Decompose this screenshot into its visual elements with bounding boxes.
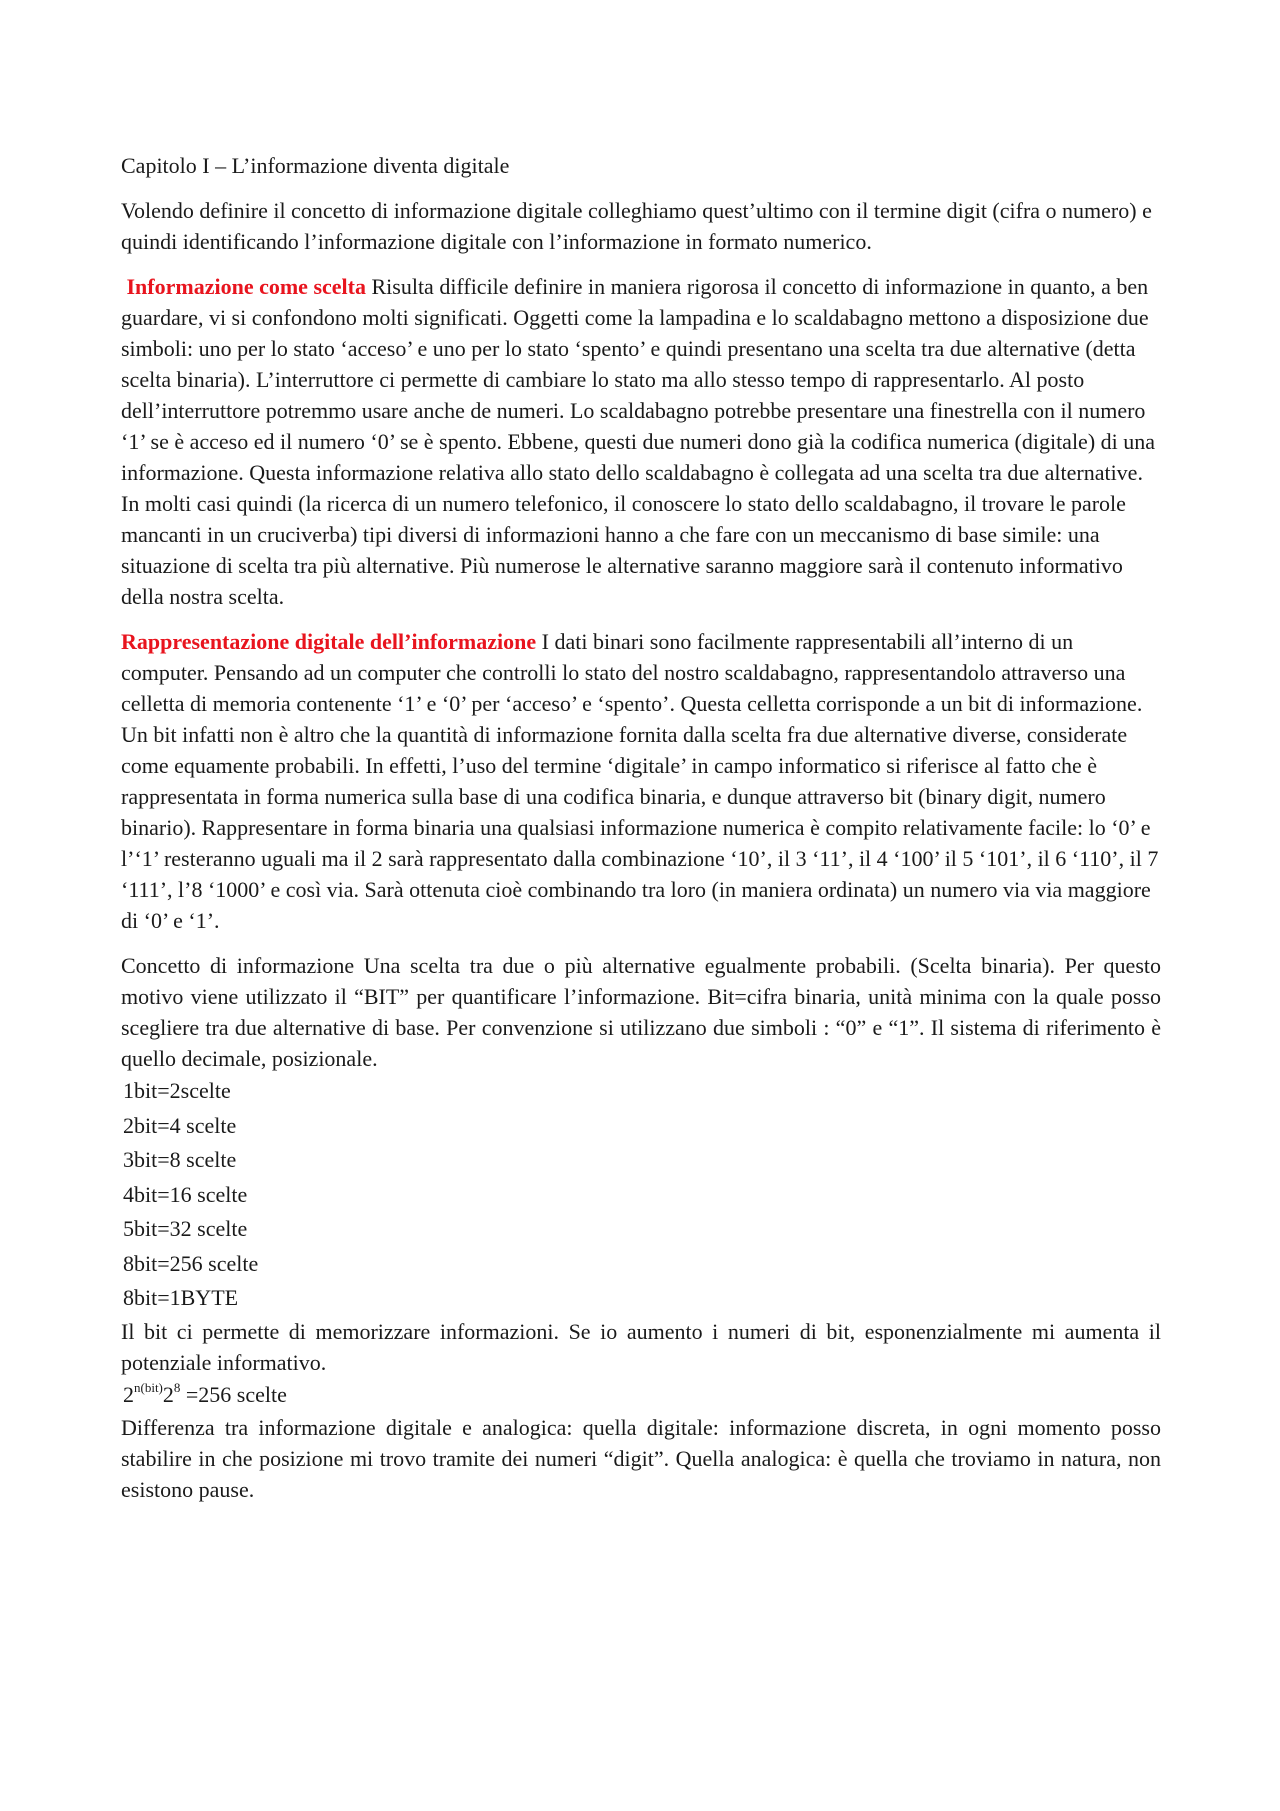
intro-paragraph: Volendo definire il concetto di informazione digitale colleghiamo quest’ultimo con il termine digit (cifra o numero) e quindi identificando l’informazione digitale con l’informazione in formato numerico.	[121, 198, 1152, 254]
list-item: 4bit=16 scelte	[123, 1181, 248, 1207]
difference-paragraph: Differenza tra informazione digitale e analogica: quella digitale: informazione discreta, in ogni momento posso stabilire in che posizione mi trovo tramite dei numeri “digit”. Quella analogica: è quella che troviamo in natura, non esistono pause.	[121, 1414, 1161, 1502]
section-informazione-come-scelta	[121, 271, 1161, 612]
section-heading-scelta: Informazione come scelta	[126, 274, 366, 299]
formula-exponent: n(bit)	[134, 1379, 163, 1395]
section-body-scelta: Risulta difficile definire in maniera rigorosa il concetto di informazione in quanto, a ben guardare, vi si confondono molti significati. Oggetti come la lampadina e lo scaldabagno mettono a disposizione due simboli: uno per lo stato ‘acceso’ e uno per lo stato ‘spento’ e quindi presentano una scelta tra due alternative (detta scelta binaria). L’interruttore ci permette di cambiare lo stato ma allo stesso tempo di rappresentarlo. Al posto dell’interruttore potremmo usare anche de numeri. Lo scaldabagno potrebbe presentare una finestrella con il numero ‘1’ se è acceso ed il numero ‘0’ se è spento. Ebbene, questi due numeri dono già la codifica numerica (digitale) di una informazione. Questa informazione relativa allo stato dello scaldabagno è collegata ad una scelta tra due alternative. In molti casi quindi (la ricerca di un numero telefonico, il conoscere lo stato dello scaldabagno, il trovare le parole mancanti in un cruciverba) tipi diversi di informazioni hanno a che fare con un meccanismo di base simile: una situazione di scelta tra più alternative. Più numerose le alternative saranno maggiore sarà il contenuto informativo della nostra scelta.	[121, 274, 1156, 609]
formula-exponent: 8	[173, 1379, 181, 1395]
section-heading-rappresentazione: Rappresentazione digitale dell’informazione	[121, 629, 537, 654]
formula-result: =256 scelte	[180, 1381, 287, 1407]
list-item: 5bit=32 scelte	[123, 1216, 248, 1241]
list-item: 1bit=2scelte	[123, 1078, 231, 1103]
list-item: 8bit=1BYTE	[123, 1285, 239, 1310]
list-item: 3bit=8 scelte	[123, 1147, 237, 1172]
chapter-title: Capitolo I – L’informazione diventa digitale	[121, 153, 510, 178]
list-item: 8bit=256 scelte	[123, 1250, 259, 1276]
formula-base: 2	[162, 1381, 174, 1407]
list-item: 2bit=4 scelte	[123, 1112, 237, 1138]
section-rappresentazione-digitale	[121, 626, 1161, 936]
bit-memory-paragraph: Il bit ci permette di memorizzare informazioni. Se io aumento i numeri di bit, esponenzialmente mi aumenta il potenziale informativo.	[121, 1318, 1161, 1375]
concept-paragraph: Concetto di informazione Una scelta tra due o più alternative egualmente probabili. (Scelta binaria). Per questo motivo viene utilizzato il “BIT” per quantificare l’informazione. Bit=cifra binaria, unità minima con la quale posso scegliere tra due alternative di base. Per convenzione si utilizzano due simboli : “0” e “1”. Il sistema di riferimento è quello decimale, posizionale.	[121, 953, 1161, 1071]
document-page	[121, 150, 1161, 1519]
section-body-rappresentazione: I dati binari sono facilmente rappresentabili all’interno di un computer. Pensando ad un computer che controlli lo stato del nostro scaldabagno, rappresentandolo attraverso una celletta di memoria contenente ‘1’ e ‘0’ per ‘acceso’ e ‘spento’. Questa celletta corrisponde a un bit di informazione. Un bit infatti non è altro che la quantità di informazione fornita dalla scelta fra due alternative diverse, considerate come equamente probabili. In effetti, l’uso del termine ‘digitale’ in campo informatico si riferisce al fatto che è rappresentata in forma numerica sulla base di una codifica binaria, e dunque attraverso bit (binary digit, numero binario). Rappresentare in forma binaria una qualsiasi informazione numerica è compito relativamente facile: lo ‘0’ e l’‘1’ resteranno uguali ma il 2 sarà rappresentato dalla combinazione ‘10’, il 3 ‘11’, il 4 ‘100’ il 5 ‘101’, il 6 ‘110’, il 7 ‘111’, l’8 ‘1000’ e così via. Sarà ottenuta cioè combinando tra loro (in maniera ordinata) un numero via via maggiore di ‘0’ e ‘1’.	[121, 629, 1159, 933]
exponent-formula	[123, 1378, 1161, 1412]
formula-base: 2	[123, 1381, 134, 1407]
bit-list	[123, 1074, 1161, 1316]
